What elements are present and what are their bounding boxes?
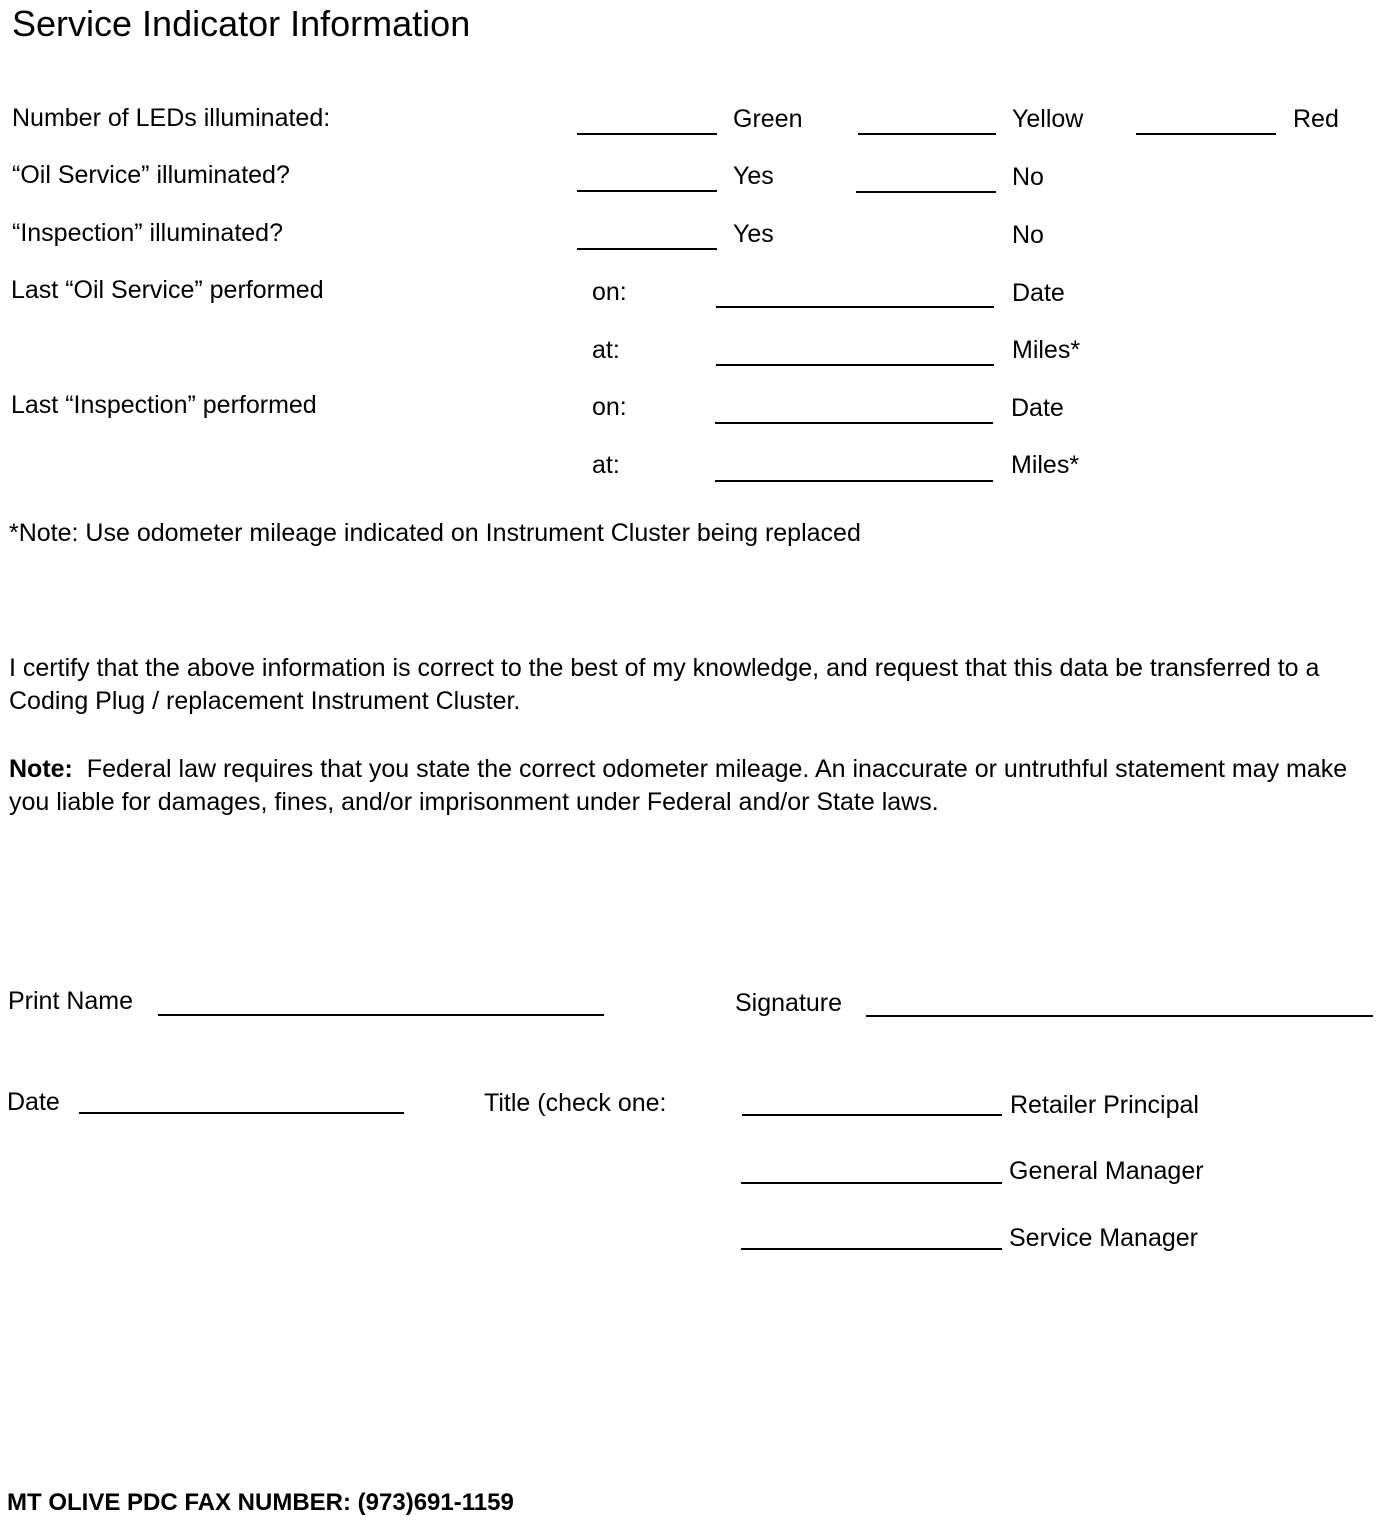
page-title: Service Indicator Information — [12, 3, 471, 44]
yellow-blank[interactable] — [858, 133, 996, 135]
last-inspection-on-label: on: — [592, 393, 627, 421]
date-label: Date — [7, 1088, 60, 1116]
green-label: Green — [733, 105, 803, 133]
last-inspection-at-label: at: — [592, 451, 620, 479]
last-oil-miles-label: Miles* — [1012, 336, 1081, 364]
inspection-yes-blank[interactable] — [577, 248, 717, 250]
print-name-blank[interactable] — [158, 1014, 604, 1016]
odometer-note: *Note: Use odometer mileage indicated on Instrument Cluster being replaced — [9, 519, 861, 547]
title-check-label: Title (check one: — [484, 1089, 667, 1117]
red-blank[interactable] — [1136, 133, 1276, 135]
print-name-label: Print Name — [8, 987, 134, 1015]
legal-note — [9, 753, 1379, 819]
leds-label: Number of LEDs illuminated: — [12, 104, 331, 132]
last-inspection-miles-label: Miles* — [1011, 451, 1080, 479]
certification-text: I certify that the above information is correct to the best of my knowledge, and request that this data be transferred to a Coding Plug / replacement Instrument Cluster. — [9, 654, 1320, 715]
retailer-principal-label: Retailer Principal — [1010, 1091, 1199, 1119]
retailer-principal-blank[interactable] — [742, 1114, 1002, 1116]
yellow-label: Yellow — [1012, 105, 1084, 133]
inspection-yes-label: Yes — [733, 220, 774, 248]
oil-no-label: No — [1012, 163, 1044, 191]
service-manager-blank[interactable] — [741, 1248, 1002, 1250]
oil-service-label: “Oil Service” illuminated? — [12, 161, 290, 189]
service-manager-label: Service Manager — [1009, 1224, 1198, 1252]
last-inspection-date-blank[interactable] — [715, 422, 993, 424]
signature-label: Signature — [735, 989, 843, 1017]
green-blank[interactable] — [577, 133, 717, 135]
signature-blank[interactable] — [866, 1015, 1373, 1017]
last-inspection-label: Last “Inspection” performed — [11, 391, 317, 419]
general-manager-label: General Manager — [1009, 1157, 1204, 1185]
oil-yes-blank[interactable] — [577, 190, 717, 192]
last-oil-miles-blank[interactable] — [716, 364, 994, 366]
fax-number: MT OLIVE PDC FAX NUMBER: (973)691-1159 — [7, 1489, 514, 1516]
red-label: Red — [1293, 105, 1339, 133]
general-manager-blank[interactable] — [741, 1182, 1002, 1184]
legal-note-text: Federal law requires that you state the correct odometer mileage. An inaccurate or untruthful statement may make you liable for damages, fines, and/or imprisonment under Federal and/or State laws. — [9, 755, 1348, 816]
legal-note-label: Note: — [9, 755, 73, 783]
last-oil-service-label: Last “Oil Service” performed — [11, 276, 324, 304]
last-oil-on-label: on: — [592, 278, 627, 306]
date-blank[interactable] — [79, 1112, 404, 1114]
inspection-no-label: No — [1012, 221, 1044, 249]
oil-yes-label: Yes — [733, 162, 774, 190]
last-inspection-miles-blank[interactable] — [715, 480, 993, 482]
last-inspection-date-label: Date — [1011, 394, 1064, 422]
last-oil-date-blank[interactable] — [716, 306, 994, 308]
oil-no-blank[interactable] — [856, 191, 996, 193]
inspection-label: “Inspection” illuminated? — [12, 219, 283, 247]
last-oil-date-label: Date — [1012, 279, 1065, 307]
last-oil-at-label: at: — [592, 336, 620, 364]
